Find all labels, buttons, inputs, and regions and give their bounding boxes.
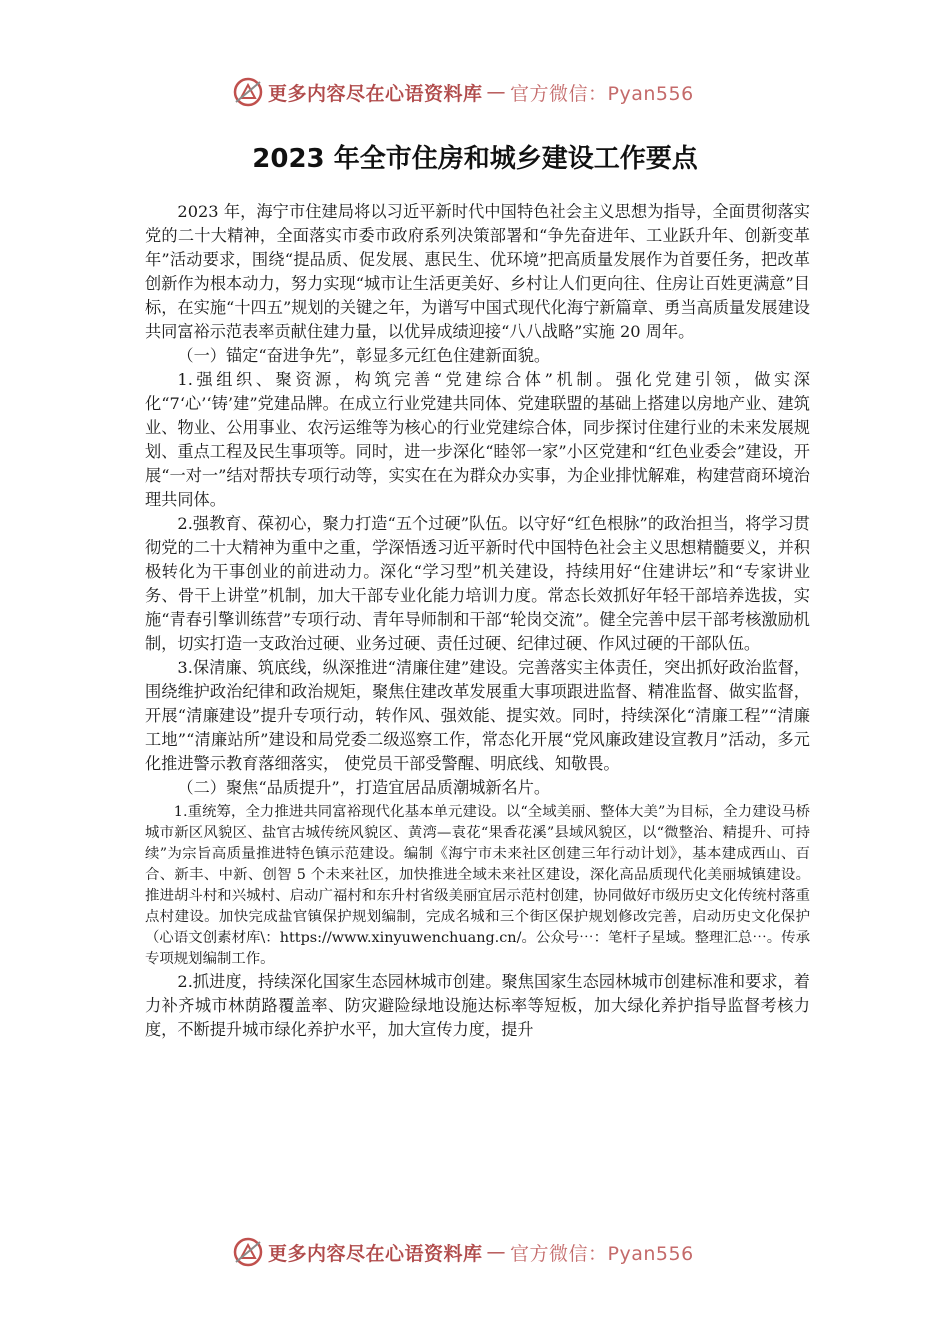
paragraph-1-2: 2.强教育、葆初心，聚力打造“五个过硬”队伍。以守好“红色根脉”的政治担当，将学习贯彻党的二十大精神为重中之重，学深悟透习近平新时代中国特色社会主义思想精髓要义，并积极转化为干事创业的前进动力。深化“学习型”机关建设，持续用好“住建讲坛”和“专家讲业务、骨干上讲堂”机制，加大干部专业化能力培训力度。常态长效抓好年轻干部培养选拔，实施“青春引擎训练营”专项行动、青年导师制和干部“轮岗交流”。健全完善中层干部考核激励机制，切实打造一支政治过硬、业务过硬、责任过硬、纪律过硬、作风过硬的干部队伍。 [145, 514, 810, 653]
watermark-separator: — [486, 81, 507, 103]
watermark-text: 更多内容尽在心语资料库 [268, 1242, 483, 1265]
paragraph-1-1: 1.强组织、聚资源，构筑完善“党建综合体”机制。强化党建引领，做实深化“7‘心’‘铸’建”党建品牌。在成立行业党建共同体、党建联盟的基础上搭建以房地产业、建筑业、物业、公用事业、农污运维等为核心的行业党建综合体，同步探讨住建行业的未来发展规划、重点工程及民生事项等。同时，进一步深化“睦邻一家”小区党建和“红色业委会”建设，开展“一对一”结对帮扶专项行动等，实实在在为群众办实事，为企业排忧解难，构建营商环境治理共同体。 [145, 370, 810, 509]
watermark-contact: 官方微信：Pyan556 [510, 82, 694, 105]
document-title: 2023 年全市住房和城乡建设工作要点 [252, 144, 698, 174]
watermark-header [232, 76, 694, 108]
watermark-contact: 官方微信：Pyan556 [510, 1242, 694, 1265]
logo-icon [232, 1236, 264, 1268]
watermark-footer [232, 1236, 694, 1268]
logo-icon [232, 76, 264, 108]
document-body [145, 200, 810, 1042]
section-heading-1: （一）锚定“奋进争先”，彰显多元红色住建新面貌。 [177, 346, 551, 365]
paragraph-intro: 2023 年，海宁市住建局将以习近平新时代中国特色社会主义思想为指导，全面贯彻落实党的二十大精神，全面落实市委市政府系列决策部署和“争先奋进年、工业跃升年、创新变革年”活动要求，围绕“提品质、促发展、惠民生、优环境”把高质量发展作为首要任务，把改革创新作为根本动力，努力实现“城市让生活更美好、乡村让人们更向往、住房让百姓更满意”目标，在实施“十四五”规划的关键之年，为谱写中国式现代化海宁新篇章、勇当高质量发展建设共同富裕示范表率贡献住建力量，以优异成绩迎接“八八战略”实施 20 周年。 [145, 202, 810, 341]
watermark-separator: — [486, 1241, 507, 1263]
paragraph-2-2: 2.抓进度，持续深化国家生态园林城市创建。聚焦国家生态园林城市创建标准和要求，着力补齐城市林荫路覆盖率、防灾避险绿地设施达标率等短板，加大绿化养护指导监督考核力度，不断提升城市绿化养护水平，加大宣传力度，提升 [145, 972, 810, 1039]
section-heading-2: （二）聚焦“品质提升”，打造宜居品质潮城新名片。 [177, 778, 551, 797]
watermark-text: 更多内容尽在心语资料库 [268, 82, 483, 105]
paragraph-2-1: 1.重统筹，全力推进共同富裕现代化基本单元建设。以“全域美丽、整体大美”为目标，全力建设马桥城市新区风貌区、盐官古城传统风貌区、黄湾—袁花“果香花溪”县域风貌区，以“微整治、精提升、可持续”为宗旨高质量推进特色镇示范建设。编制《海宁市未来社区创建三年行动计划》，基本建成西山、百合、新丰、中新、创智 5 个未来社区，加快推进全域未来社区建设，深化高品质现代化美丽城镇建设。推进胡斗村和兴城村、启动广福村和东升村省级美丽宜居示范村创建，协同做好市级历史文化传统村落重点村建设。加快完成盐官镇保护规划编制，完成名城和三个街区保护规划修改完善，启动历史文化保护（心语文创素材库\：https://www.xinyuwenchuang.cn/。公众号⋯：笔杆子星域。整理汇总⋯。传承专项规划编制工作。 [145, 804, 810, 967]
paragraph-1-3: 3.保清廉、筑底线，纵深推进“清廉住建”建设。完善落实主体责任，突出抓好政治监督，围绕维护政治纪律和政治规矩，聚焦住建改革发展重大事项跟进监督、精准监督、做实监督，开展“清廉建设”提升专项行动，转作风、强效能、提实效。同时，持续深化“清廉工程”“清廉工地”“清廉站所”建设和局党委二级巡察工作，常态化开展“党风廉政建设宣教月”活动，多元化推进警示教育落细落实， 使党员干部受警醒、明底线、知敬畏。 [145, 658, 810, 773]
